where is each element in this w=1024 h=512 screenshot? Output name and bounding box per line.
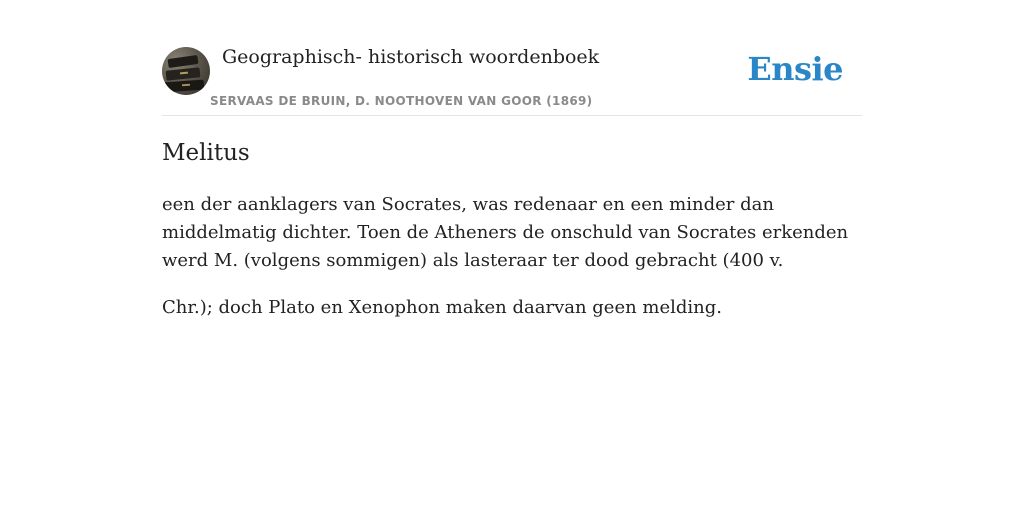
book-header xyxy=(162,0,862,116)
entry-paragraph: Chr.); doch Plato en Xenophon maken daarvan geen melding. xyxy=(162,297,723,318)
entry-body xyxy=(162,191,862,341)
book-authors: SERVAAS DE BRUIN, D. NOOTHOVEN VAN GOOR (1869) xyxy=(210,94,593,108)
page xyxy=(162,0,862,318)
entry-paragraph: een der aanklagers van Socrates, was redenaar en een minder dan middelmatig dichter. Toen de Atheners de onschuld van Socrates erkenden werd M. (volgens sommigen) als lasteraar ter dood gebracht (400 v. xyxy=(162,194,849,271)
ensie-logo-link[interactable]: Ensie xyxy=(747,50,843,88)
entry-title: Melitus xyxy=(162,140,250,166)
book-cover-avatar[interactable] xyxy=(162,47,210,95)
book-title-link[interactable]: Geographisch- historisch woordenboek xyxy=(222,46,600,68)
